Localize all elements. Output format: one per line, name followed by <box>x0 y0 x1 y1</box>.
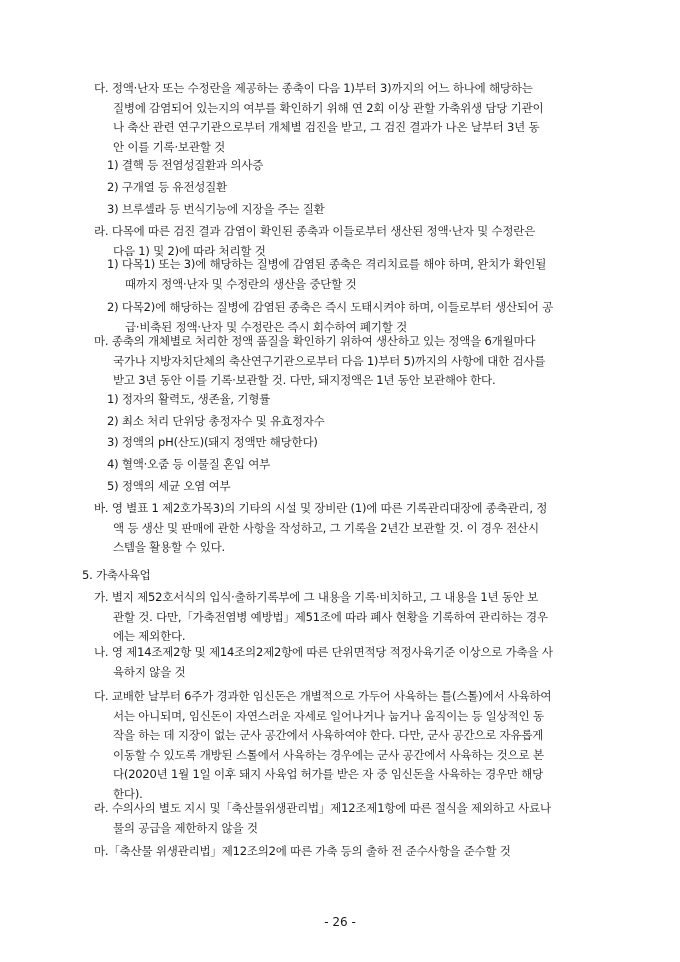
text-line: 라. 수의사의 별도 지시 및「축산물위생관리법」제12조제1항에 따른 절식을 제외하고 사료나 <box>94 801 551 815</box>
text-line: 육하지 않을 것 <box>113 664 186 679</box>
text-line: 국가나 지방자치단체의 축산연구기관으로부터 다음 1)부터 5)까지의 사항에 대한 검사를 <box>113 353 546 368</box>
text-line: 5. 가축사육업 <box>82 568 151 582</box>
text-line: 급·비축된 정액·난자 및 수정란은 즉시 회수하여 폐기할 것 <box>125 319 408 334</box>
text-line: 2) 구개열 등 유전성질환 <box>107 180 227 194</box>
text-line: 1) 정자의 활력도, 생존율, 기형률 <box>107 392 271 406</box>
text-line: 가. 별지 제52호서식의 입식·출하기록부에 그 내용을 기록·비치하고, 그 내용을 1년 동안 보 <box>94 590 539 604</box>
text-line: 3) 브루셀라 등 번식기능에 지장을 주는 질환 <box>107 202 325 216</box>
page-number: - 26 - <box>324 915 356 929</box>
text-line: 질병에 감염되어 있는지의 여부를 확인하기 위해 연 2회 이상 관할 가축위생 담당 기관이 <box>113 100 544 115</box>
text-line: 안 이를 기록·보관할 것 <box>113 139 226 154</box>
text-line: 1) 결핵 등 전염성질환과 의사증 <box>107 158 264 172</box>
text-line: 3) 정액의 pH(산도)(돼지 정액만 해당한다) <box>107 435 318 449</box>
text-line: 라. 다목에 따른 검진 결과 감염이 확인된 종축과 이들로부터 생산된 정액·난자 및 수정란은 <box>94 224 536 238</box>
text-line: 2) 최소 처리 단위당 총정자수 및 유효정자수 <box>107 414 325 428</box>
text-line: 다. 정액·난자 또는 수정란을 제공하는 종축이 다음 1)부터 3)까지의 어느 하나에 해당하는 <box>94 81 533 95</box>
text-line: 물의 공급을 제한하지 않을 것 <box>113 820 258 835</box>
text-line: 작을 하는 데 지장이 없는 군사 공간에서 사육하여야 한다. 다만, 군사 공간으로 자유롭게 <box>113 728 544 742</box>
text-line: 스템을 활용할 수 있다. <box>113 540 226 554</box>
text-line: 서는 아니되며, 임신돈이 자연스러운 자세로 일어나거나 눕거나 움직이는 등 일상적인 동 <box>113 708 544 723</box>
text-line: 1) 다목1) 또는 3)에 해당하는 질병에 감염된 종축은 격리치료를 해야 하며, 완치가 확인될 <box>107 257 547 271</box>
text-line: 다음 1) 및 2)에 따라 처리할 것 <box>113 243 266 258</box>
text-line: 에는 제외한다. <box>113 629 186 643</box>
text-line: 바. 영 별표 1 제2호가목3)의 기타의 시설 및 장비란 (1)에 따른 기록관리대장에 종축관리, 정 <box>94 501 548 515</box>
text-line: 다(2020년 1월 1일 이후 돼지 사육업 허가를 받은 자 중 임신돈을 사육하는 경우만 해당 <box>113 767 544 781</box>
text-line: 이동할 수 있도록 개방된 스톨에서 사육하는 경우에는 군사 공간에서 사육하는 것으로 본 <box>113 747 544 762</box>
text-line: 액 등 생산 및 판매에 관한 사항을 작성하고, 그 기록을 2년간 보관할 것. 이 경우 전산시 <box>113 520 539 535</box>
text-line: 마. 종축의 개체별로 처리한 정액 품질을 확인하기 위하여 생산하고 있는 정액을 6개월마다 <box>94 334 536 348</box>
text-line: 나 축산 관련 연구기관으로부터 개체별 검진을 받고, 그 검진 결과가 나온 날부터 3년 동 <box>113 120 540 134</box>
text-line: 때까지 정액·난자 및 수정란의 생산을 중단할 것 <box>125 276 357 291</box>
text-line: 마.「축산물 위생관리법」제12조의2에 따른 가축 등의 출하 전 준수사항을 준수할 것 <box>94 844 511 858</box>
text-line: 4) 혈액·오줌 등 이물질 혼입 여부 <box>107 457 271 471</box>
text-line: 2) 다목2)에 해당하는 질병에 감염된 종축은 즉시 도태시켜야 하며, 이들로부터 생산되어 공 <box>107 300 554 314</box>
text-line: 관할 것. 다만,「가축전염병 예방법」제51조에 따라 폐사 현황을 기록하여 관리하는 경우 <box>113 609 548 624</box>
text-line: 5) 정액의 세균 오염 여부 <box>107 479 231 493</box>
text-line: 받고 3년 동안 이를 기록·보관할 것. 다만, 돼지정액은 1년 동안 보관해야 한다. <box>113 373 496 387</box>
text-line: 다. 교배한 날부터 6주가 경과한 임신돈은 개별적으로 가두어 사육하는 틀(스톨)에서 사육하여 <box>94 689 552 703</box>
text-line: 나. 영 제14조제2항 및 제14조의2제2항에 따른 단위면적당 적정사육기준 이상으로 가축을 사 <box>94 645 553 659</box>
text-line: 한다). <box>113 786 143 801</box>
